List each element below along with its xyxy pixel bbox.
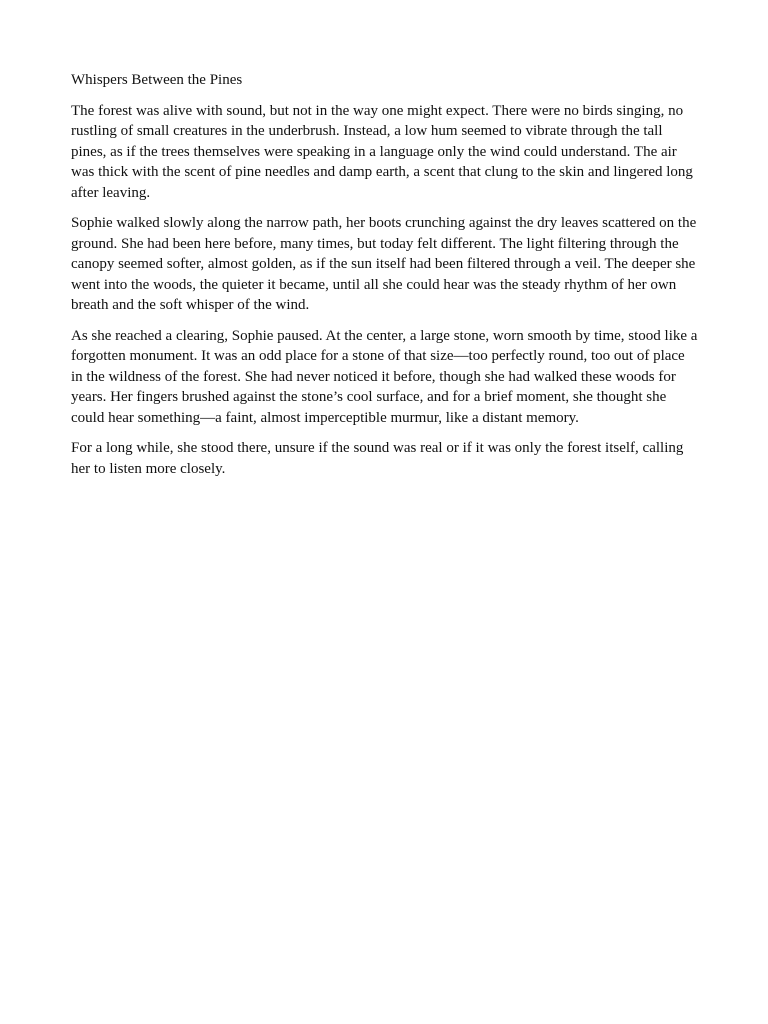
document-title: Whispers Between the Pines	[71, 72, 243, 88]
paragraph-1: The forest was alive with sound, but not in the way one might expect. There were no birds singing, no rustling of small creatures in the underbrush. Instead, a low hum seemed to vibrate through the tall pines, as if the trees themselves were speaking in a language only the wind could understand. The air was thick with the scent of pine needles and damp earth, a scent that clung to the skin and lingered long after leaving.	[71, 102, 693, 201]
document-page	[71, 70, 699, 489]
paragraph-4: For a long while, she stood there, unsure if the sound was real or if it was only the forest itself, calling her to listen more closely.	[71, 440, 684, 477]
paragraph-2: Sophie walked slowly along the narrow path, her boots crunching against the dry leaves scattered on the ground. She had been here before, many times, but today felt different. The light filtering through the canopy seemed softer, almost golden, as if the sun itself had been filtered through a veil. The deeper she went into the woods, the quieter it became, until all she could hear was the steady rhythm of her own breath and the soft whisper of the wind.	[71, 215, 697, 313]
paragraph-3: As she reached a clearing, Sophie paused. At the center, a large stone, worn smooth by time, stood like a forgotten monument. It was an odd place for a stone of that size—too perfectly round, too out of place in the wildness of the forest. She had never noticed it before, though she had walked these woods for years. Her fingers brushed against the stone’s cool surface, and for a brief moment, she thought she could hear something—a faint, almost imperceptible murmur, like a distant memory.	[71, 327, 698, 426]
